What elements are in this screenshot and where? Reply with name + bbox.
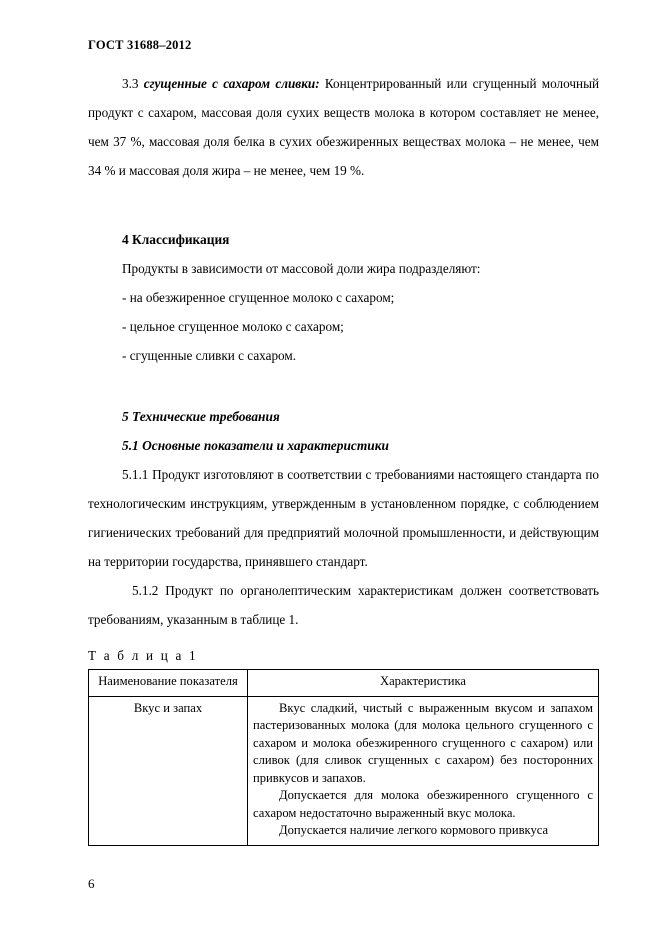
standard-header: ГОСТ 31688–2012 [88, 38, 192, 52]
clause-3-3-definition: Концентрированный или сгущенный молочный продукт с сахаром, массовая доля сухих веществ молока в котором составляет не менее, чем 37 %, массовая доля белка в сухих обезжиренных веществах молока – не менее, чем 34 % и массовая доля жира – не менее, чем 19 %. [88, 76, 600, 178]
table-cell-characteristic [248, 696, 599, 845]
section-4-item-1: - цельное сгущенное молоко с сахаром; [122, 319, 344, 334]
section-4-intro: Продукты в зависимости от массовой доли жира подразделяют: [122, 261, 481, 276]
characteristic-paragraph-2: Допускается наличие легкого кормового привкуса [279, 823, 549, 837]
spacer [88, 370, 599, 376]
clause-5-1-2: 5.1.2 Продукт по органолептическим характеристикам должен соответствовать требованиям, указанным в таблице 1. [88, 583, 599, 627]
clause-5-1-1: 5.1.1 Продукт изготовляют в соответствии с требованиями настоящего стандарта по технологическим инструкциям, утвержденным в установленном порядке, с соблюдением гигиенических требований для предприятий молочной промышленности, и действующим на территории государства, принявшего стандарт. [88, 467, 599, 569]
section-4-heading: 4 Классификация [122, 232, 230, 247]
clause-3-3-term: сгущенные с сахаром сливки: [143, 76, 320, 91]
section-4-item-2: - сгущенные сливки с сахаром. [122, 348, 297, 363]
table-header-characteristic: Характеристика [248, 670, 599, 697]
section-4-item-0: - на обезжиренное сгущенное молоко с сахаром; [122, 290, 395, 305]
characteristic-paragraph-0: Вкус сладкий, чистый с выраженным вкусом и запахом пастеризованных молока (для молока цельного сгущенного с сахаром и молока обезжиренного сгущенного с сахаром) или сливок (для сливок сгущенных с сахаром) без посторонних привкусов и запахов. [253, 700, 593, 785]
clause-3-3-number: 3.3 [122, 76, 139, 91]
section-5-heading: 5 Технические требования [122, 409, 280, 424]
table-header-name: Наименование показателя [89, 670, 248, 697]
table-cell-name: Вкус и запах [89, 696, 248, 845]
characteristics-table [88, 669, 599, 846]
table-caption: Т а б л и ц а 1 [88, 648, 198, 663]
section-5-1-subheading: 5.1 Основные показатели и характеристики [122, 438, 389, 453]
table-row [89, 696, 599, 845]
spacer [88, 185, 599, 199]
table-header-row [89, 670, 599, 697]
page-number: 6 [88, 876, 95, 891]
characteristic-paragraph-1: Допускается для молока обезжиренного сгущенного с сахаром недостаточно выраженный вкус молока. [253, 788, 593, 820]
clause-3-3 [88, 69, 599, 185]
